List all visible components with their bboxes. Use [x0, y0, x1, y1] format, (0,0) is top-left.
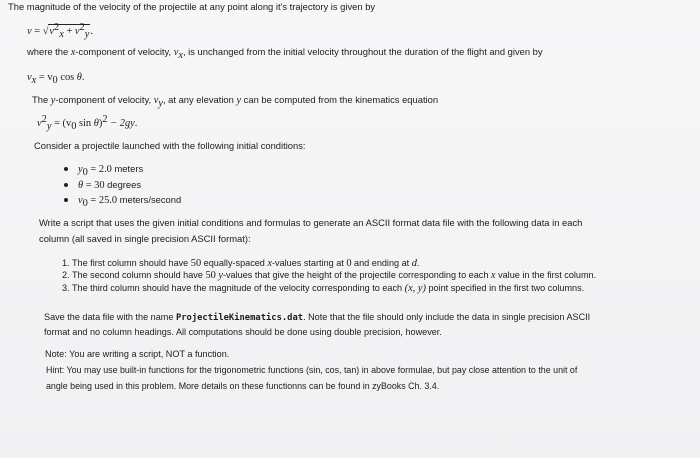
intro-line-2: where the x-component of velocity, $v_x$, is unchanged from the initial velocity throughout the duration of the flight and given by — [27, 46, 543, 61]
task-line-1: Write a script that uses the given initial conditions and formulas to generate an ASCII format data file with the following data in each — [39, 217, 583, 228]
task-item-2: 2. The second column should have 50 y-values that give the height of the projectile corresponding to each x value in the first column. — [62, 270, 597, 281]
bullet-icon — [64, 198, 68, 202]
task-line-2: column (all saved in single precision ASCII format): — [39, 233, 251, 244]
bullet-icon — [64, 167, 68, 171]
hint-line-2: angle being used in this problem. More details on these functionns can be found in zyBooks Ch. 3.4. — [46, 381, 440, 391]
task-item-3: 3. The third column should have the magnitude of the velocity corresponding to each (x, y) point specified in the first two columns. — [62, 283, 585, 294]
task-item-1: 1. The first column should have 50 equally-spaced x-values starting at 0 and ending at d. — [62, 258, 420, 269]
velocity-magnitude-equation: $v = √v^2_x + v^2_y$. — [27, 21, 93, 40]
condition-item-v0: $v_0 = 25.0$ meters/second — [64, 194, 181, 207]
save-line-2: format and no column headings. All computations should be done using double precision, however. — [44, 327, 442, 337]
hint-line-1: Hint: You may use built-in functions for the trigonometric functions (sin, cos, tan) in above formulae, but pay close attention to the unit of — [46, 365, 578, 375]
intro-line-4: Consider a projectile launched with the following initial conditions: — [34, 140, 306, 151]
intro-line-1: The magnitude of the velocity of the projectile at any point along it's trajectory is given by — [8, 1, 376, 12]
bullet-icon — [64, 183, 68, 187]
condition-item-theta: θ = 30 degrees — [64, 179, 141, 192]
note-line: Note: You are writing a script, NOT a function. — [45, 349, 230, 359]
y-velocity-equation: $v^2_y = (v_0$ sin θ)$^2$ − 2gy. — [37, 113, 138, 132]
intro-line-3: The y-component of velocity, $v_y$, at any elevation y can be computed from the kinematics equation — [32, 94, 439, 109]
x-velocity-equation: $v_x = v_0$ cos θ. — [27, 72, 85, 86]
filename: ProjectileKinematics.dat — [175, 313, 304, 323]
save-line-1: Save the data file with the name ProjectileKinematics.dat. Note that the file should only include the data in single precision ASCII — [44, 312, 591, 323]
condition-item-y0: $y_0 = 2.0$ meters — [64, 163, 143, 176]
